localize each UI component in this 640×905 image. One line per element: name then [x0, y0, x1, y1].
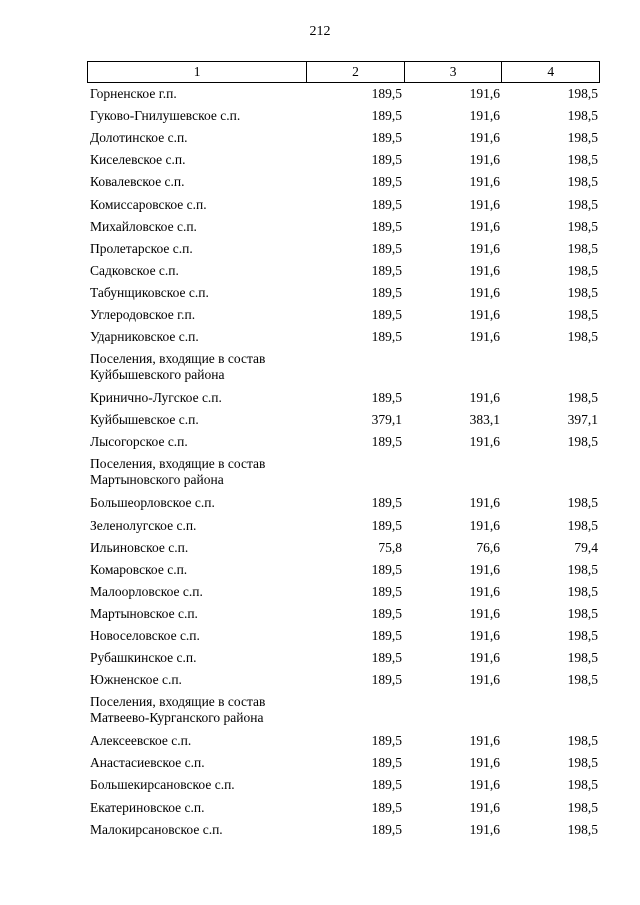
value-cell-c4: 198,5: [567, 821, 598, 837]
column-header-1: 1: [193, 64, 201, 79]
settlement-name: Лысогорское с.п.: [90, 434, 188, 450]
value-cell-c2: 189,5: [371, 434, 402, 450]
value-cell-c3: 191,6: [469, 218, 500, 234]
value-cell-c2: 189,5: [371, 628, 402, 644]
section-group-heading: Поселения, входящие в состав Матвеево-Курганского района: [90, 694, 266, 726]
value-cell-c2: 189,5: [371, 108, 402, 124]
value-cell-c4: 198,5: [567, 130, 598, 146]
value-cell-c3: 191,6: [469, 733, 500, 749]
value-cell-c3: 191,6: [469, 196, 500, 212]
value-cell-c4: 198,5: [567, 799, 598, 815]
value-cell-c2: 189,5: [371, 329, 402, 345]
table-row: [87, 603, 600, 625]
table-row: [87, 238, 600, 260]
value-cell-c4: 198,5: [567, 583, 598, 599]
value-cell-c3: 191,6: [469, 755, 500, 771]
value-cell-c4: 198,5: [567, 628, 598, 644]
settlement-name: Зеленолугское с.п.: [90, 517, 197, 533]
value-cell-c3: 191,6: [469, 108, 500, 124]
table-row: [87, 260, 600, 282]
table-row: [87, 409, 600, 431]
table-row: [87, 774, 600, 796]
value-cell-c4: 198,5: [567, 218, 598, 234]
column-header-3: 3: [404, 62, 502, 82]
value-cell-c2: 189,5: [371, 86, 402, 102]
value-cell-c2: 189,5: [371, 196, 402, 212]
table-row: [87, 105, 600, 127]
settlement-name: Киселевское с.п.: [90, 152, 186, 168]
settlement-name: Кринично-Лугское с.п.: [90, 390, 222, 406]
table-row: [87, 387, 600, 409]
settlement-name: Михайловское с.п.: [90, 218, 197, 234]
value-cell-c4: 198,5: [567, 284, 598, 300]
settlement-name: Малоорловское с.п.: [90, 583, 203, 599]
table-row: [87, 326, 600, 348]
value-cell-c2: 189,5: [371, 672, 402, 688]
page-number: 212: [309, 24, 331, 39]
value-cell-c4: 198,5: [567, 755, 598, 771]
value-cell-c2: 189,5: [371, 152, 402, 168]
value-cell-c4: 79,4: [574, 539, 598, 555]
table-row: [87, 752, 600, 774]
table-header-row: [87, 61, 600, 83]
value-cell-c2: 189,5: [371, 799, 402, 815]
section-group-heading: Поселения, входящие в состав Мартыновского района: [90, 456, 266, 488]
value-cell-c3: 191,6: [469, 284, 500, 300]
settlement-name: Долотинское с.п.: [90, 130, 188, 146]
settlement-name: Ковалевское с.п.: [90, 174, 185, 190]
settlement-name: Алексеевское с.п.: [90, 733, 192, 749]
value-cell-c3: 191,6: [469, 672, 500, 688]
value-cell-c3: 191,6: [469, 306, 500, 322]
value-cell-c3: 191,6: [469, 130, 500, 146]
settlement-name: Углеродовское г.п.: [90, 306, 196, 322]
value-cell-c4: 198,5: [567, 174, 598, 190]
table-row: [87, 515, 600, 537]
value-cell-c4: 198,5: [567, 196, 598, 212]
value-cell-c4: 198,5: [567, 240, 598, 256]
table-row: [87, 559, 600, 581]
table-row: [87, 730, 600, 752]
value-cell-c2: 75,8: [378, 539, 402, 555]
value-cell-c2: 189,5: [371, 650, 402, 666]
value-cell-c4: 198,5: [567, 777, 598, 793]
value-cell-c2: 189,5: [371, 755, 402, 771]
value-cell-c3: 191,6: [469, 799, 500, 815]
value-cell-c4: 198,5: [567, 390, 598, 406]
table-body: [87, 83, 600, 841]
value-cell-c2: 189,5: [371, 174, 402, 190]
table-row: [87, 431, 600, 453]
value-cell-c4: 198,5: [567, 262, 598, 278]
value-cell-c3: 383,1: [469, 412, 500, 428]
table-row: [87, 819, 600, 841]
value-cell-c4: 198,5: [567, 306, 598, 322]
settlement-name: Южненское с.п.: [90, 672, 182, 688]
value-cell-c2: 189,5: [371, 284, 402, 300]
settlement-name: Большеорловское с.п.: [90, 495, 215, 511]
table-row: [87, 216, 600, 238]
settlement-name: Ударниковское с.п.: [90, 329, 199, 345]
settlement-name: Табунщиковское с.п.: [90, 284, 209, 300]
value-cell-c4: 198,5: [567, 561, 598, 577]
settlement-name: Куйбышевское с.п.: [90, 412, 199, 428]
settlement-name: Анастасиевское с.п.: [90, 755, 205, 771]
value-cell-c2: 189,5: [371, 777, 402, 793]
value-cell-c3: 191,6: [469, 650, 500, 666]
value-cell-c3: 191,6: [469, 262, 500, 278]
value-cell-c2: 189,5: [371, 561, 402, 577]
settlement-name: Гуково-Гнилушевское с.п.: [90, 108, 241, 124]
settlement-name: Комиссаровское с.п.: [90, 196, 207, 212]
value-cell-c3: 191,6: [469, 390, 500, 406]
value-cell-c3: 191,6: [469, 583, 500, 599]
value-cell-c3: 191,6: [469, 240, 500, 256]
value-cell-c2: 189,5: [371, 517, 402, 533]
table-row: [87, 797, 600, 819]
value-cell-c3: 191,6: [469, 561, 500, 577]
table-row: [87, 149, 600, 171]
settlement-name: Рубашкинское с.п.: [90, 650, 197, 666]
settlement-name: Екатериновское с.п.: [90, 799, 205, 815]
column-header-2: 2: [306, 62, 404, 82]
value-cell-c3: 191,6: [469, 434, 500, 450]
table-row: [87, 171, 600, 193]
value-cell-c4: 198,5: [567, 495, 598, 511]
settlement-name: Пролетарское с.п.: [90, 240, 193, 256]
value-cell-c4: 198,5: [567, 733, 598, 749]
table-row: [87, 83, 600, 105]
table-row: [87, 647, 600, 669]
value-cell-c2: 189,5: [371, 733, 402, 749]
value-cell-c4: 198,5: [567, 672, 598, 688]
value-cell-c4: 198,5: [567, 152, 598, 168]
value-cell-c4: 198,5: [567, 434, 598, 450]
value-cell-c3: 191,6: [469, 329, 500, 345]
value-cell-c3: 191,6: [469, 152, 500, 168]
value-cell-c3: 191,6: [469, 777, 500, 793]
settlement-name: Мартыновское с.п.: [90, 605, 198, 621]
value-cell-c2: 189,5: [371, 130, 402, 146]
value-cell-c3: 191,6: [469, 174, 500, 190]
value-cell-c2: 189,5: [371, 390, 402, 406]
settlement-name: Новоселовское с.п.: [90, 628, 200, 644]
value-cell-c2: 189,5: [371, 262, 402, 278]
table-row: [87, 669, 600, 691]
value-cell-c3: 76,6: [476, 539, 500, 555]
table-row: [87, 492, 600, 514]
value-cell-c2: 189,5: [371, 605, 402, 621]
settlement-name: Горненское г.п.: [90, 86, 177, 102]
value-cell-c3: 191,6: [469, 86, 500, 102]
value-cell-c3: 191,6: [469, 495, 500, 511]
value-cell-c2: 189,5: [371, 240, 402, 256]
value-cell-c4: 397,1: [567, 412, 598, 428]
value-cell-c4: 198,5: [567, 605, 598, 621]
value-cell-c3: 191,6: [469, 821, 500, 837]
value-cell-c4: 198,5: [567, 517, 598, 533]
settlement-name: Ильиновское с.п.: [90, 539, 189, 555]
value-cell-c2: 189,5: [371, 583, 402, 599]
table-row: [87, 625, 600, 647]
value-cell-c3: 191,6: [469, 517, 500, 533]
value-cell-c4: 198,5: [567, 108, 598, 124]
table-row: [87, 304, 600, 326]
value-cell-c4: 198,5: [567, 86, 598, 102]
settlement-name: Малокирсановское с.п.: [90, 821, 223, 837]
value-cell-c3: 191,6: [469, 605, 500, 621]
value-cell-c2: 189,5: [371, 495, 402, 511]
value-cell-c2: 189,5: [371, 306, 402, 322]
value-cell-c2: 189,5: [371, 218, 402, 234]
value-cell-c2: 189,5: [371, 821, 402, 837]
column-header-4: 4: [501, 62, 599, 82]
settlement-name: Большекирсановское с.п.: [90, 777, 235, 793]
table-row: [87, 581, 600, 603]
data-table: [87, 61, 600, 841]
table-row: [87, 127, 600, 149]
value-cell-c2: 379,1: [371, 412, 402, 428]
settlement-name: Садковское с.п.: [90, 262, 179, 278]
value-cell-c4: 198,5: [567, 650, 598, 666]
section-group-heading: Поселения, входящие в состав Куйбышевского района: [90, 351, 266, 383]
table-row: [87, 193, 600, 215]
table-row: [87, 537, 600, 559]
value-cell-c4: 198,5: [567, 329, 598, 345]
value-cell-c3: 191,6: [469, 628, 500, 644]
table-row: [87, 282, 600, 304]
settlement-name: Комаровское с.п.: [90, 561, 188, 577]
